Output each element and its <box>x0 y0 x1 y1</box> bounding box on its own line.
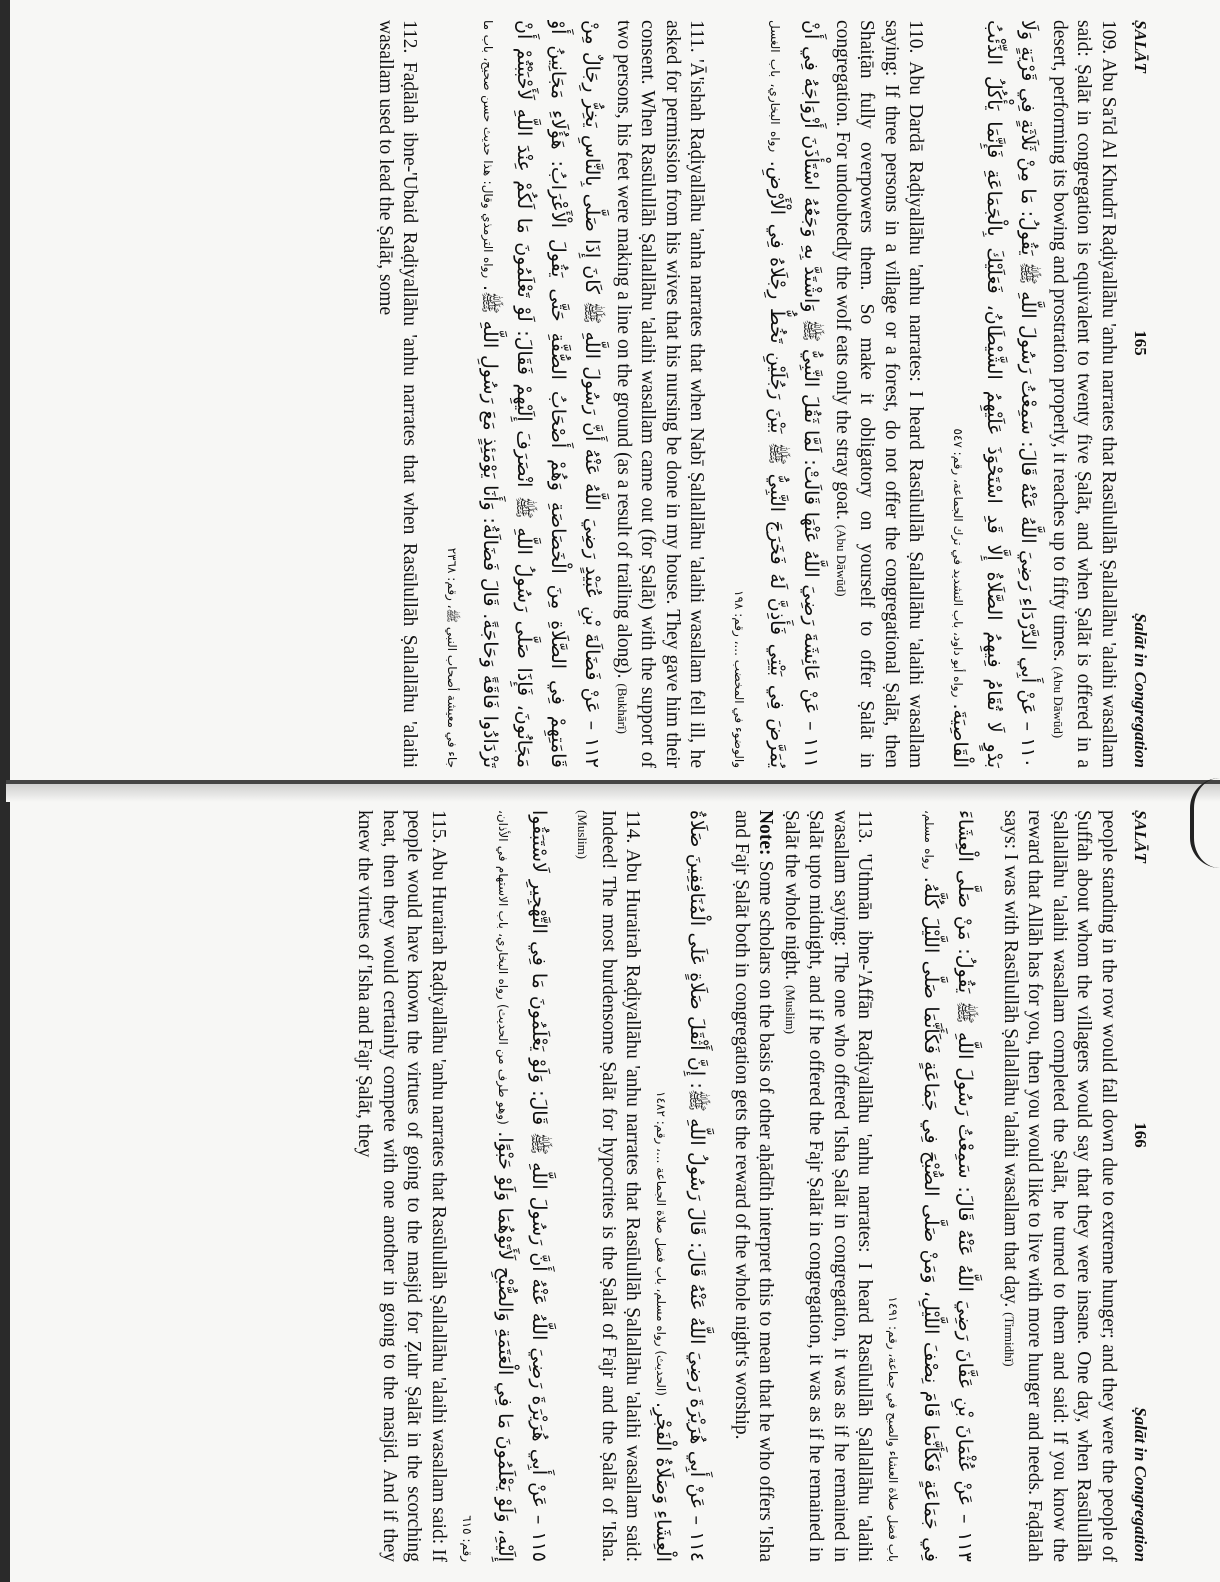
note-text: Some scholars on the basis of other aḥādīth interpret this to mean that he who offers 'Isha and Fajr Ṣalāt both in congregation gets the reward of the whole night's worship. <box>731 810 777 1562</box>
note-label: Note: <box>755 810 777 856</box>
hadith-english-text: 115. Abu Hurairah Raḍiyallāhu 'anhu narrates that Rasūlullāh Ṣallallāhu 'alaihi wasallam said: If people would have known the virtues of going to the masjid for Ẓuhr Ṣalāt in the scorching heat, then they would certainly compete with one another in going to the masjid. And if they knew the virtues of 'Isha and Fajr Ṣalāt, they <box>354 810 449 1562</box>
running-header <box>1130 810 1150 1562</box>
page-continuation-text: 112. Faḍālah ibne-'Ubaid Raḍiyallāhu 'anhu narrates that when Rasūlullāh Ṣallallāhu 'alaihi wasallam used to lead the Ṣalāt, some <box>375 20 421 768</box>
hadith-arabic-text: ١١٤ – عَنْ أَبِي هُرَيْرَةَ رَضِيَ اللَّهُ عَنْهُ قَالَ: قَالَ رَسُولُ اللَّهِ ﷺ: إِنَّ أَثْقَلَ صَلَاةٍ عَلَى الْمُنَافِقِينَ صَلَاةُ الْعِشَاءِ وَصَلَاةُ الْفَجْرِ. (الحديث) رواه مسلم، باب فضل صلاة الجماعة ...، رقم: ١٤٨٢ <box>652 810 709 1562</box>
page-clip-mark <box>1190 778 1220 868</box>
hadith-entry <box>436 20 709 768</box>
hadith-entry <box>723 20 928 768</box>
hadith-english-text: 110. Abu Dardā Raḍiyallāhu 'anhu narrates: I heard Rasūlullāh Ṣallallāhu 'alaihi wasallam saying: If three persons in a village or a forest, do not offer the congregational Ṣalāt, then Shaiṭān fully overpowers them. So make it obligatory on yourself to offer Ṣalāt in congregation. For undoubtedly the wolf eats only the stray goat. (Abu Dāwūd) <box>832 20 927 768</box>
arabic-source-reference: (وهو طرف من الحديث) رواه البخاري، باب الاستهام في الأذان، رقم: ٦١٥ <box>460 810 510 1562</box>
hadith-english-text: 113. 'Uthmān ibne-'Affān Raḍiyallāhu 'anhu narrates: I heard Rasūlullāh Ṣallallāhu 'alaihi wasallam saying: The one who offered 'Isha Ṣalāt in congregation, it was as if he remained in Ṣalāt upto midnight, and if he offered the Fajr Ṣalāt in congregation, it was as if he remained in Ṣalāt the whole night. (Muslim) <box>781 810 876 1562</box>
hadith-entry <box>352 810 556 1562</box>
hadith-citation: (Muslim) <box>575 810 591 860</box>
hadith-arabic-text: ١١٣ – عَنْ عُثْمَانَ بْنِ عَفَّانَ رَضِيَ اللَّهُ عَنْهُ قَالَ: سَمِعْتُ رَسُولَ اللَّهِ ﷺ يَقُولُ: مَنْ صَلَّى الْعِشَاءَ فِي جَمَاعَةٍ فَكَأَنَّمَا قَامَ نِصْفَ اللَّيْلِ، وَمَنْ صَلَّى الصُّبْحَ فِي جَمَاعَةٍ فَكَأَنَّمَا صَلَّى اللَّيْلَ كُلَّهُ. رواه مسلم، باب فضل صلاة العشاء والصبح في جماعة، رقم: ١٤٩١ <box>886 810 977 1562</box>
hadith-citation: (Abu Dāwūd) <box>834 524 849 597</box>
gutter-shadow <box>6 784 1220 802</box>
center-fold <box>6 780 1220 784</box>
hadith-arabic-text: ١١١ – عَنْ عَائِشَةَ رَضِيَ اللَّهُ عَنْهَا قَالَتْ: لَمَّا ثَقُلَ النَّبِيُّ ﷺ وَاشْتَدَّ بِهِ وَجَعُهُ اسْتَأْذَنَ أَزْوَاجَهُ فِي أَنْ يُمَرَّضَ فِي بَيْتِي فَأَذِنَّ لَهُ فَخَرَجَ النَّبِيُّ ﷺ بَيْنَ رَجُلَيْنِ تَخُطُّ رِجْلَاهُ فِي الْأَرْضِ. رواه البخاري، باب الغسل والوضوء في المخضب ...، رقم: ١٩٨ <box>732 20 823 768</box>
hadith-entry <box>570 810 715 1562</box>
hadith-english-text: 111. 'Ā'ishah Raḍiyallāhu 'anha narrates that when Nabī Ṣallallāhu 'alaihi wasallam fell ill, he asked for permission from his wives that his nursing be done in my house. They gave him their consent. When Rasūlullāh Ṣallallāhu 'alaihi wasallam came out (for Ṣalāt) with the support of two persons, his feet were making a line on the ground (as a result of trailing along). (Bukhārī) <box>613 20 708 768</box>
hadith-note <box>729 810 778 1562</box>
page-number: 165 <box>1131 330 1150 356</box>
running-head-right: Ṣalāt in Congregation <box>1131 1407 1150 1562</box>
running-header <box>1130 20 1150 768</box>
book-page <box>30 810 1180 1562</box>
page-166-region <box>30 810 1180 1562</box>
running-head-right: Ṣalāt in Congregation <box>1131 613 1150 768</box>
arabic-source-reference: رواه مسلم، باب فضل صلاة العشاء والصبح في جماعة، رقم: ١٤٩١ <box>886 810 937 1562</box>
arabic-source-reference: رواه البخاري، باب الغسل والوضوء في المخضب ...، رقم: ١٩٨ <box>732 20 783 768</box>
hadith-citation: (Muslim) <box>783 984 798 1035</box>
arabic-source-reference: رواه الترمذي وقال: هذا حديث حسن صحيح، باب ما جاء في معيشة أصحاب النبي ﷺ، رقم: ٢٣٦٨ <box>445 20 496 768</box>
hadith-citation: (Tirmidhī) <box>1002 1312 1017 1367</box>
running-head-left: ṢALĀT <box>1131 20 1150 73</box>
hadith-citation: (Bukhārī) <box>615 683 630 734</box>
page-number: 166 <box>1131 1122 1150 1148</box>
page-165-region <box>30 20 1180 768</box>
hadith-arabic-text: ١١٥ – عَنْ أَبِي هُرَيْرَةَ رَضِيَ اللَّهُ عَنْهُ أَنَّ رَسُولَ اللَّهِ ﷺ قَالَ: وَلَوْ يَعْلَمُونَ مَا فِي التَّهْجِيرِ لَاسْتَبَقُوا إِلَيْهِ، وَلَوْ يَعْلَمُونَ مَا فِي الْعَتَمَةِ وَالصُّبْحِ لَأَتَوْهُمَا وَلَوْ حَبْوًا. (وهو طرف من الحديث) رواه البخاري، باب الاستهام في الأذان، رقم: ٦١٥ <box>460 810 550 1562</box>
hadith-entry <box>729 810 983 1562</box>
hadith-english-text: 109. Abu Sa'īd Al Khudrī Raḍiyallāhu 'anhu narrates that Rasūlullāh Ṣallallāhu 'alaihi wasallam said: Ṣalāt in congregation is equivalent to twenty five Ṣalāt, and when Ṣalāt is offered in a desert, performing its bowing and prostration properly, it reaches up to fifty times. (Abu Dāwūd) <box>1049 20 1119 768</box>
hadith-english-text: 114. Abu Hurairah Raḍiyallāhu 'anhu narrates that Rasūlullāh Ṣallallāhu 'alaihi wasallam said: Indeed! The most burdensome Ṣalāt for hypocrites is the Ṣalāt of Fajr and the Ṣalāt of 'Isha. (Muslim) <box>575 810 644 1562</box>
hadith-citation: (Abu Dāwūd) <box>1051 666 1066 739</box>
page-continuation-text: people standing in the row would fall down due to extreme hunger; and they were the people of Ṣuffah about whom the villagers would say that they were insane. One day, when Rasūlullāh Ṣallallāhu 'alaihi wasallam completed the Ṣalāt, he turned to them and said: If you know the reward that Allāh has for you, then you would like to live with more hunger and needs. Faḍālah says: I was with Rasūlullāh Ṣallallāhu 'alaihi wasallam that day. (Tirmidhī) <box>1000 810 1119 1562</box>
hadith-entry <box>942 20 1121 768</box>
book-page <box>30 20 1180 768</box>
arabic-source-reference: (الحديث) رواه مسلم، باب فضل صلاة الجماعة ...، رقم: ١٤٨٢ <box>654 1091 669 1396</box>
running-head-left: ṢALĀT <box>1131 810 1150 863</box>
hadith-arabic-text: ١١٠ – عَنْ أَبِي الدَّرْدَاءِ رَضِيَ اللَّهُ عَنْهُ قَالَ: سَمِعْتُ رَسُولَ اللَّهِ ﷺ يَقُولُ: مَا مِنْ ثَلَاثَةٍ فِي قَرْيَةٍ وَلَا بَدْوٍ لَا تُقَامُ فِيهِمُ الصَّلَاةُ إِلَّا قَدِ اسْتَحْوَذَ عَلَيْهِمُ الشَّيْطَانُ، فَعَلَيْكَ بِالْجَمَاعَةِ فَإِنَّمَا يَأْكُلُ الذِّئْبُ الْقَاصِيَةَ. رواه أبو داود، باب التشديد في ترك الجماعة، رقم: ٥٤٧ <box>949 20 1040 768</box>
arabic-source-reference: رواه أبو داود، باب التشديد في ترك الجماعة، رقم: ٥٤٧ <box>951 428 966 698</box>
hadith-arabic-text: ١١٢ – عَنْ فَضَالَةَ بْنِ عُبَيْدٍ رَضِيَ اللَّهُ عَنْهُ أَنَّ رَسُولَ اللَّهِ ﷺ كَانَ إِذَا صَلَّى بِالنَّاسِ يَخِرُّ رِجَالٌ مِنْ قَامَتِهِمْ فِي الصَّلَاةِ مِنَ الْخَصَاصَةِ وَهُمْ أَصْحَابُ الصُّفَّةِ حَتَّى يَقُولَ الْأَعْرَابُ: هَؤُلَاءِ مَجَانِينُ أَوْ مَجَانُونَ، فَإِذَا صَلَّى رَسُولُ اللَّهِ ﷺ انْصَرَفَ إِلَيْهِمْ فَقَالَ: لَوْ تَعْلَمُونَ مَا لَكُمْ عِنْدَ اللَّهِ لَأَحْبَبْتُمْ أَنْ تَزْدَادُوا فَاقَةً وَحَاجَةً. قَالَ فَضَالَةُ: وَأَنَا يَوْمَئِذٍ مَعَ رَسُولِ اللَّهِ ﷺ. رواه الترمذي وقال: هذا حديث حسن صحيح، باب ما جاء في معيشة أصحاب النبي ﷺ، رقم: ٢٣٦٨ <box>445 20 604 768</box>
